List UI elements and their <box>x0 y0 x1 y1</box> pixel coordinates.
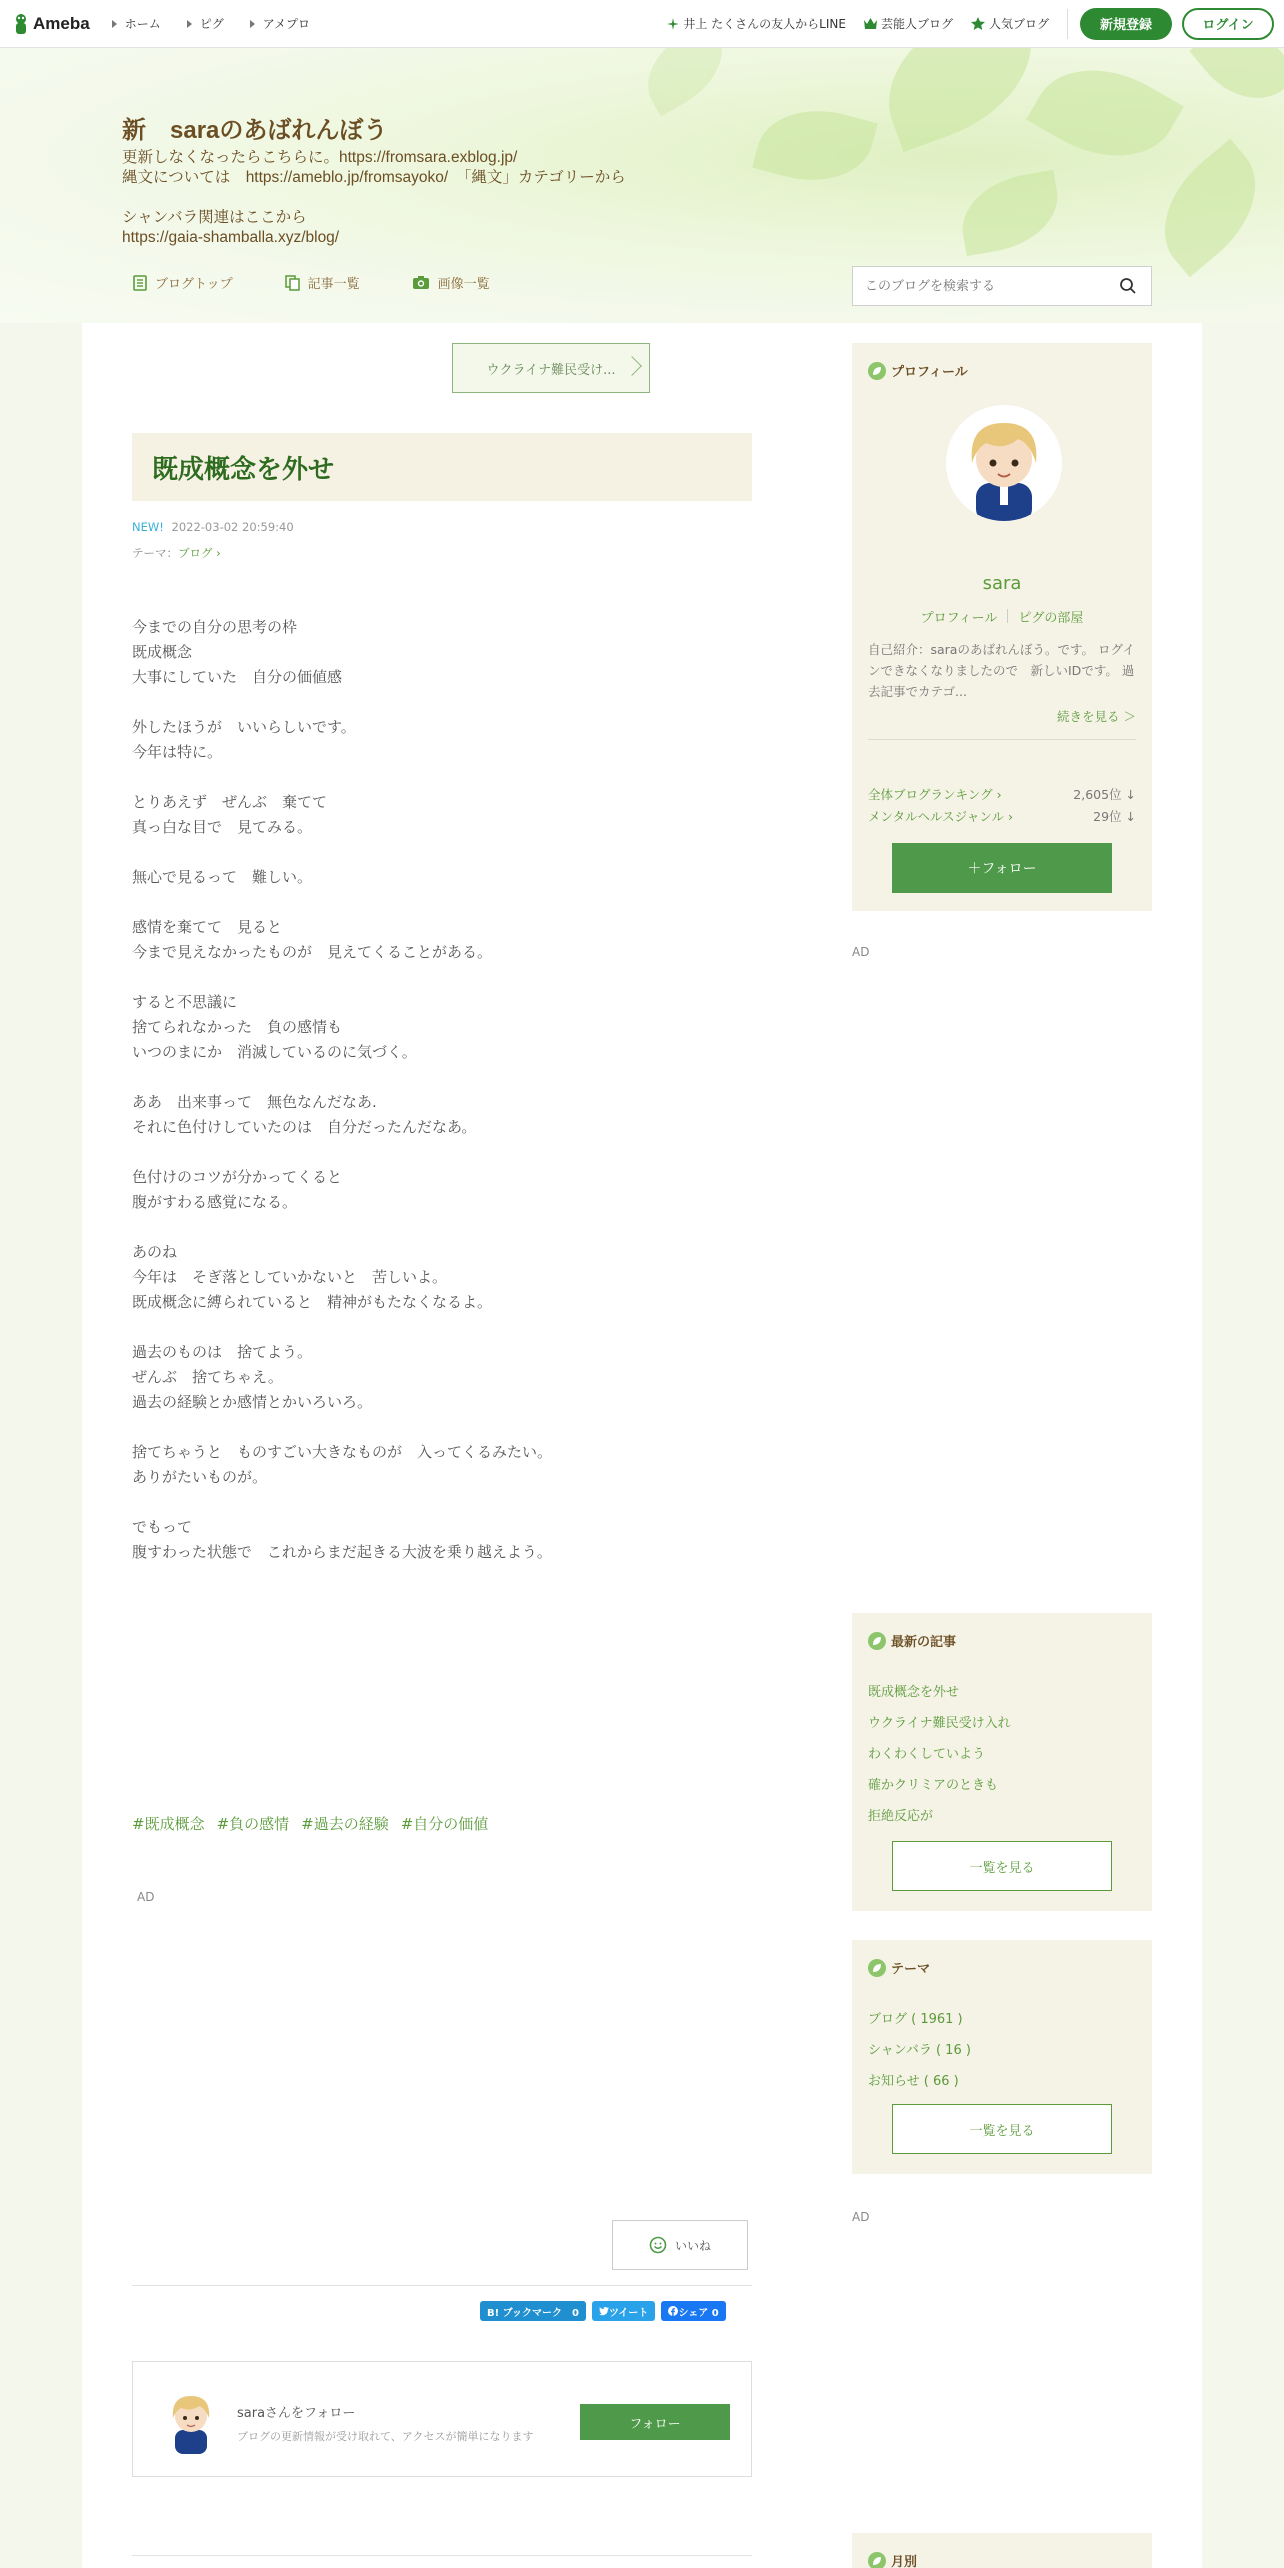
nav-pigg-label: ピグ <box>199 17 224 31</box>
ad-label: AD <box>852 2210 870 2224</box>
profile-name[interactable]: sara <box>982 573 1022 594</box>
leaf-decoration <box>1138 139 1281 277</box>
leaf-decoration <box>1189 48 1284 120</box>
rank-value: 29位 ↓ <box>1093 809 1136 824</box>
profile-avatar[interactable] <box>946 405 1062 521</box>
latest-heading <box>868 1631 956 1650</box>
avatar[interactable] <box>161 2390 221 2454</box>
hashtag[interactable]: #自分の価値 <box>400 1815 489 1833</box>
like-label: いいね <box>674 2238 711 2253</box>
theme-link[interactable]: ブログ <box>178 546 213 560</box>
divider <box>132 2555 752 2556</box>
divider <box>1007 609 1008 623</box>
leaf-decoration <box>631 48 739 116</box>
leaf-decoration <box>866 48 1054 152</box>
profile-links <box>852 607 1152 626</box>
hashtag-list <box>132 1813 500 1834</box>
latest-heading-label: 最新の記事 <box>891 1635 957 1650</box>
latest-entry-link[interactable]: わくわくしていよう <box>868 1747 986 1762</box>
chevron-right-icon <box>622 356 642 376</box>
latest-more-button[interactable]: 一覧を見る <box>892 1841 1112 1891</box>
smile-icon <box>649 2236 667 2254</box>
rank-label[interactable]: メンタルヘルスジャンル › <box>868 809 1014 824</box>
star-icon <box>971 17 985 30</box>
nav-home-label: ホーム <box>124 17 161 31</box>
rank-row <box>868 807 1136 825</box>
nav-popular-blog-label: 人気ブログ <box>988 17 1049 31</box>
ameba-mascot-icon <box>12 12 30 36</box>
blog-search <box>852 266 1152 306</box>
nav-image-list-label: 画像一覧 <box>437 277 490 292</box>
theme-widget <box>852 1940 1152 2174</box>
leaf-decoration <box>752 95 878 196</box>
share-buttons <box>474 2301 726 2321</box>
hashtag[interactable]: #既成概念 <box>132 1815 205 1833</box>
entry-meta <box>132 520 294 534</box>
ad-label: AD <box>137 1890 155 1904</box>
nav-line-promo-label: 井上 たくさんの友人からLINE <box>683 17 846 31</box>
rank-label[interactable]: 全体ブログランキング › <box>868 787 1002 802</box>
profile-heading-label: プロフィール <box>891 365 968 380</box>
sidebar-follow-button[interactable]: ＋フォロー <box>892 843 1112 893</box>
nav-amepro-label: アメプロ <box>262 17 310 31</box>
leaf-icon <box>868 1959 886 1977</box>
main-panel <box>82 323 1202 2568</box>
follow-button[interactable]: フォロー <box>580 2404 730 2440</box>
facebook-share-label: シェア 0 <box>678 2307 719 2319</box>
nav-blog-top[interactable] <box>133 273 233 292</box>
nav-blog-top-label: ブログトップ <box>155 277 233 292</box>
hatena-bookmark-button[interactable]: B! ブックマーク 0 <box>480 2301 586 2321</box>
plus-sparkle-icon <box>667 18 679 30</box>
leaf-icon <box>868 362 886 380</box>
theme-label: テーマ： <box>132 546 178 560</box>
profile-intro: 自己紹介：saraのあばれんぼう。です。 ログインできなくなりましたので 新しいIDです。 過去記事でカテゴ... <box>868 642 1135 699</box>
latest-entry-link[interactable]: ウクライナ難民受け入れ <box>868 1716 1011 1731</box>
rank-row <box>868 785 1136 803</box>
arrow-right-icon <box>112 20 117 28</box>
entry-theme <box>132 545 221 561</box>
leaf-icon <box>868 2552 886 2568</box>
global-nav-left <box>112 15 336 32</box>
facebook-icon <box>668 2306 678 2316</box>
theme-heading <box>868 1958 930 1977</box>
camera-icon <box>412 275 430 290</box>
latest-entries-widget <box>852 1613 1152 1911</box>
tweet-button[interactable] <box>592 2301 656 2321</box>
nav-home[interactable] <box>112 15 161 32</box>
follow-card-name: saraさんをフォロー <box>237 2406 356 2421</box>
blog-nav <box>133 273 542 292</box>
theme-link[interactable]: ブログ ( 1961 ) <box>868 2012 963 2027</box>
arrow-right-icon <box>250 20 255 28</box>
crown-icon <box>864 18 877 29</box>
entry-title[interactable]: 既成概念を外せ <box>152 454 335 485</box>
global-header <box>0 0 1284 48</box>
hashtag[interactable]: #負の感情 <box>216 1815 290 1833</box>
nav-entry-list[interactable] <box>285 273 360 292</box>
follow-card <box>132 2361 752 2477</box>
document-icon <box>133 275 147 291</box>
rank-label-text: 全体ブログランキング <box>868 787 993 802</box>
divider <box>1067 9 1068 39</box>
twitter-icon <box>599 2307 609 2316</box>
blog-header <box>0 48 1284 323</box>
theme-link[interactable]: シャンバラ ( 16 ) <box>868 2043 971 2058</box>
new-badge: NEW! <box>132 520 164 534</box>
profile-widget <box>852 343 1152 911</box>
arrow-right-icon <box>187 20 192 28</box>
global-nav-right <box>667 8 1284 40</box>
latest-entry-link[interactable]: 拒絶反応が <box>868 1809 934 1824</box>
search-icon[interactable] <box>1119 277 1137 295</box>
rank-label-text: メンタルヘルスジャンル <box>868 809 1005 824</box>
login-button[interactable]: ログイン <box>1182 8 1274 40</box>
nav-image-list[interactable] <box>412 273 490 292</box>
nav-line-promo[interactable] <box>667 15 846 32</box>
chevron-right-icon: › <box>212 546 221 560</box>
monthly-heading-label: 月別 <box>891 2555 918 2568</box>
ameba-logo[interactable] <box>12 12 90 36</box>
monthly-heading <box>868 2551 917 2568</box>
theme-heading-label: テーマ <box>891 1962 931 1977</box>
rank-value: 2,605位 ↓ <box>1073 787 1136 802</box>
divider <box>868 739 1136 740</box>
logo-text: Ameba <box>33 13 90 33</box>
nav-entry-list-label: 記事一覧 <box>307 277 360 292</box>
nav-popular-blog[interactable] <box>971 15 1049 32</box>
entry-body: 今までの自分の思考の枠 既成概念 大事にしていた 自分の価値感 外したほうが いいらしいです。 今年は特に。 とりあえず ぜんぶ 棄てて 真っ白な目で 見てみる。 無心で見るって 難しい。 感情を棄てて 見ると 今まで見えなかったものが 見えてくることがある。 すると不思議に 捨てられなかった 負の感情も いつのまにか 消滅しているのに気づく。 ああ 出来事って 無色なんだなあ. それに色付けしていたのは 自分だったんだなあ。 色付けのコツが分かってくると 腹がすわる感覚になる。 あのね 今年は そぎ落としていかないと 苦しいよ。 既成概念に縛られていると 精神がもたなくなるよ。 過去のものは 捨てよう。 ぜんぶ 捨てちゃえ。 過去の経験とか感情とかいろいろ。 捨てちゃうと ものすごい大きなものが 入ってくるみたい。 ありがたいものが。 でもって 腹すわった状態で これからまだ起きる大波を乗り越えよう。 <box>132 618 553 1561</box>
nav-celebrity-blog[interactable] <box>864 15 953 32</box>
blog-title[interactable]: 新 saraのあばれんぼう <box>122 117 388 144</box>
blog-search-input[interactable] <box>865 279 1119 294</box>
divider <box>132 2285 752 2286</box>
leaf-icon <box>868 1632 886 1650</box>
monthly-archive-widget <box>852 2533 1152 2568</box>
theme-link[interactable]: お知らせ ( 66 ) <box>868 2074 959 2089</box>
profile-heading <box>868 361 968 380</box>
like-button[interactable] <box>612 2220 748 2270</box>
blog-description: 更新しなくなったらこちらに。https://fromsara.exblog.jp/ 縄文については https://ameblo.jp/fromsayoko/ 「縄文」カテゴリーから シャンバラ関連はここから https://gaia-shamballa.xyz/blog/ <box>122 149 626 246</box>
entry-title-box <box>132 433 752 501</box>
follow-card-description: ブログの更新情報が受け取れて、アクセスが簡単になります <box>237 2430 534 2443</box>
entry-datetime: 2022-03-02 20:59:40 <box>171 520 294 534</box>
leaf-decoration <box>955 170 1066 256</box>
tweet-label: ツイート <box>608 2307 649 2319</box>
nav-pigg[interactable] <box>187 15 224 32</box>
nav-celebrity-blog-label: 芸能人ブログ <box>880 17 953 31</box>
theme-more-button[interactable]: 一覧を見る <box>892 2104 1112 2154</box>
profile-more-link[interactable]: 続きを見る ＞ <box>1057 709 1136 724</box>
register-button[interactable]: 新規登録 <box>1080 8 1172 40</box>
leaf-decoration <box>1026 48 1184 184</box>
pigg-room-link[interactable]: ピグの部屋 <box>1018 611 1084 626</box>
latest-entry-link[interactable]: 既成概念を外せ <box>868 1685 960 1700</box>
ad-label: AD <box>852 945 870 959</box>
nav-amepro[interactable] <box>250 15 310 32</box>
profile-link[interactable]: プロフィール <box>920 611 998 626</box>
prev-entry-label: ウクライナ難民受け... <box>486 362 616 378</box>
avatar-image <box>946 405 1062 521</box>
latest-entry-link[interactable]: 確かクリミアのときも <box>868 1778 999 1793</box>
copy-icon <box>285 275 300 291</box>
prev-entry-link[interactable] <box>452 343 650 393</box>
hashtag[interactable]: #過去の経験 <box>301 1815 389 1833</box>
facebook-share-button[interactable] <box>661 2301 725 2321</box>
